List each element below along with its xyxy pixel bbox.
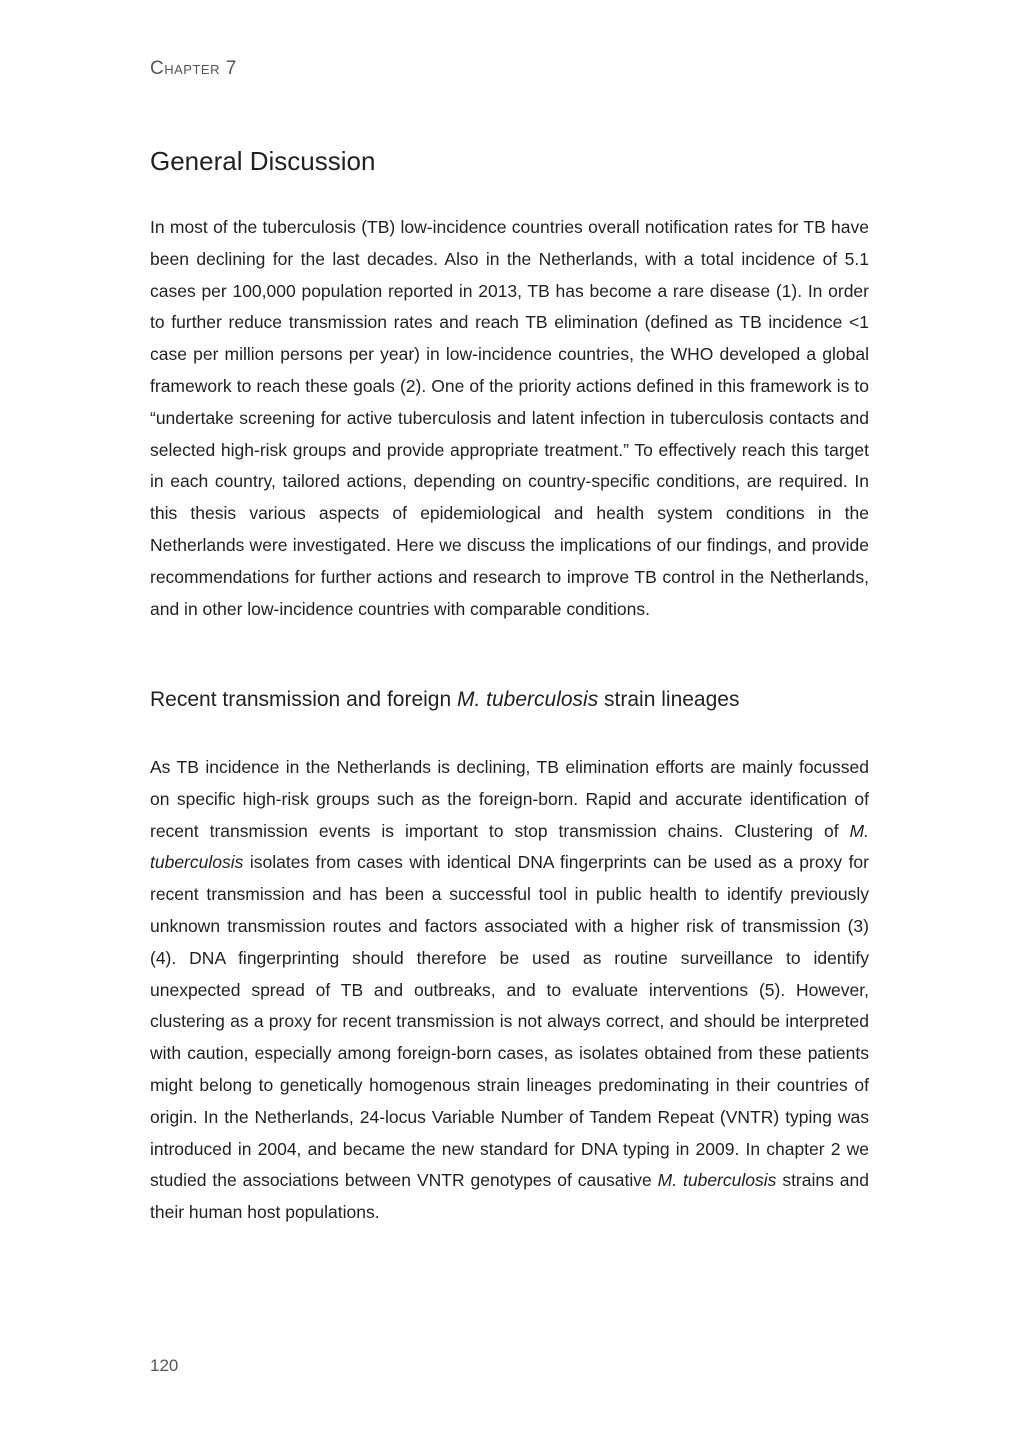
section-paragraph-part: As TB incidence in the Netherlands is declining, TB elimination efforts are mainly focussed on specific high-risk groups such as the foreign-born. Rapid and accurate identification of recent transmission events is important to stop transmission chains. Clustering of bbox=[150, 757, 869, 841]
section-heading-italic: M. tuberculosis bbox=[457, 688, 599, 711]
section-heading-text-end: strain lineages bbox=[598, 688, 740, 711]
species-name-italic: M. tuberculosis bbox=[150, 820, 869, 873]
section-paragraph bbox=[150, 752, 869, 1229]
species-name-italic: M. tuberculosis bbox=[657, 1170, 777, 1191]
section-paragraph-part: isolates from cases with identical DNA fingerprints can be used as a proxy for recent transmission and has been a successful tool in public health to identify previously unknown transmission routes and factors associated with a higher risk of transmission (3) (4). DNA fingerprinting should therefore be used as routine surveillance to identify unexpected spread of TB and outbreaks, and to evaluate interventions (5). However, clustering as a proxy for recent transmission is not always correct, and should be interpreted with caution, especially among foreign-born cases, as isolates obtained from these patients might belong to genetically homogenous strain lineages predominating in their countries of origin. In the Netherlands, 24-locus Variable Number of Tandem Repeat (VNTR) typing was introduced in 2004, and became the new standard for DNA typing in 2009. In chapter 2 we studied the associations between VNTR genotypes of causative bbox=[150, 852, 869, 1191]
section-heading-text: Recent transmission and foreign bbox=[150, 688, 457, 711]
section-paragraph-part: strains and their human host populations. bbox=[150, 1170, 870, 1223]
section-heading bbox=[150, 688, 739, 712]
running-head: Chapter 7 bbox=[150, 58, 237, 79]
page-number: 120 bbox=[150, 1356, 179, 1375]
intro-paragraph: In most of the tuberculosis (TB) low-incidence countries overall notification rates for TB have been declining for the last decades. Also in the Netherlands, with a total incidence of 5.1 cases per 100,000 population reported in 2013, TB has become a rare disease (1). In order to further reduce transmission rates and reach TB elimination (defined as TB incidence <1 case per million persons per year) in low-incidence countries, the WHO developed a global framework to reach these goals (2). One of the priority actions defined in this framework is to “undertake screening for active tuberculosis and latent infection in tuberculosis contacts and selected high-risk groups and provide appropriate treatment.” To effectively reach this target in each country, tailored actions, depending on country-specific conditions, are required. In this thesis various aspects of epidemiological and health system conditions in the Netherlands were investigated. Here we discuss the implications of our findings, and provide recommendations for further actions and research to improve TB control in the Netherlands, and in other low-incidence countries with comparable conditions. bbox=[150, 217, 869, 619]
chapter-title: General Discussion bbox=[150, 146, 376, 176]
